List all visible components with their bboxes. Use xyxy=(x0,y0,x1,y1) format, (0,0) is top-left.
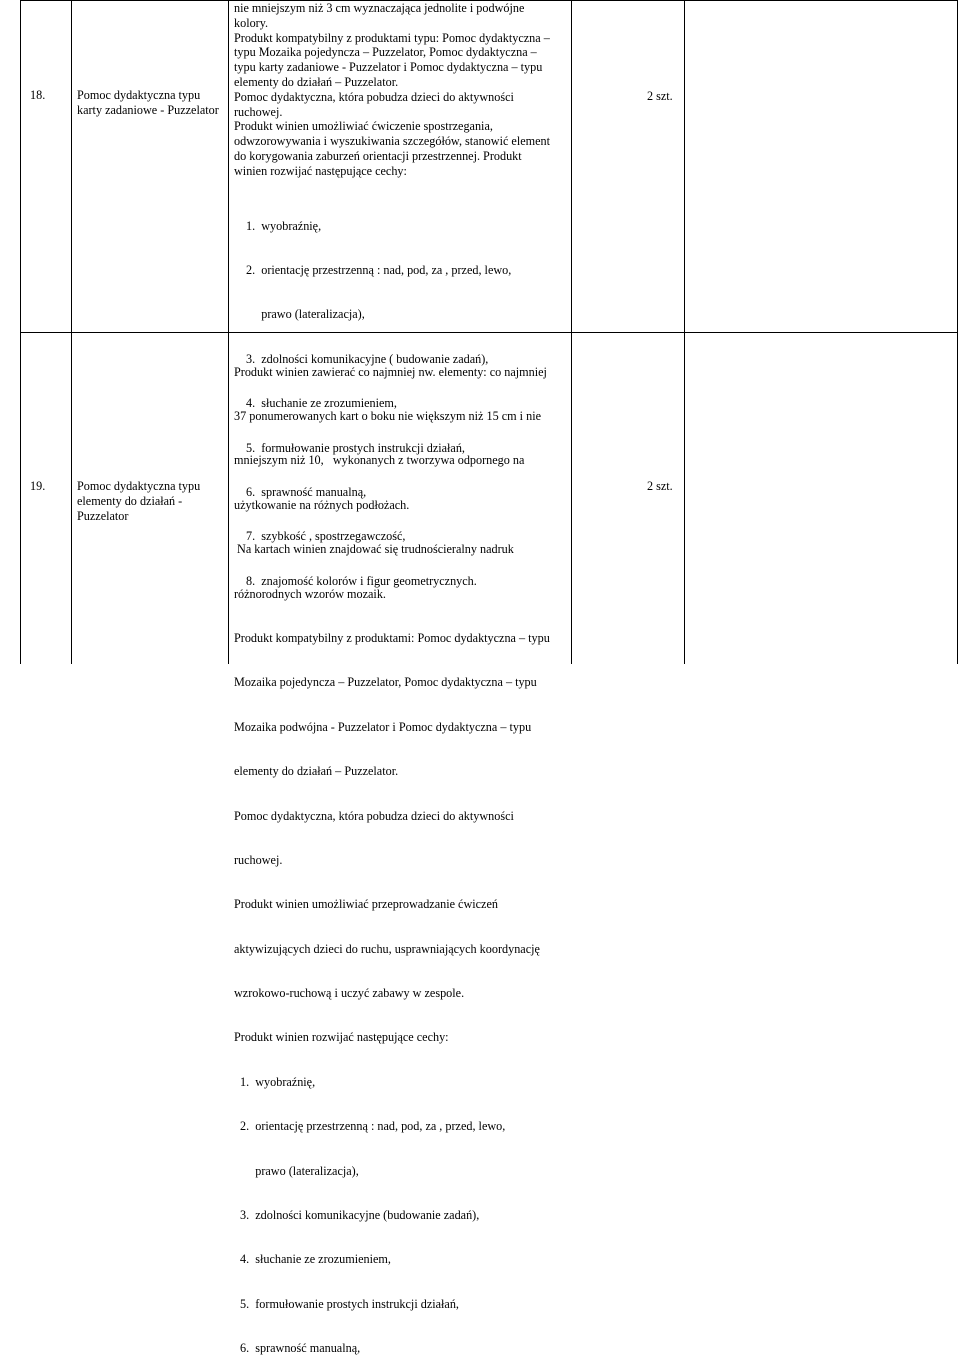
feature-item: 2. orientację przestrzenną : nad, pod, za , przed, lewo, xyxy=(240,1119,506,1134)
desc-line: użytkowanie na różnych podłożach. xyxy=(234,497,410,512)
feature-item: 1. wyobraźnię, xyxy=(246,218,322,233)
desc-line: wzrokowo-ruchową i uczyć zabawy w zespole. xyxy=(234,986,465,1001)
desc-line: winien rozwijać następujące cechy: xyxy=(234,163,407,178)
desc-line: Produkt winien zawierać co najmniej nw. elementy: co najmniej xyxy=(234,364,547,379)
desc-line: Mozaika podwójna - Puzzelator i Pomoc dydaktyczna – typu xyxy=(234,719,532,734)
row-19-name-line: Puzzelator xyxy=(77,508,129,523)
row-19-name-line: Pomoc dydaktyczna typu xyxy=(77,479,201,493)
feature-item: 4. słuchanie ze zrozumieniem, xyxy=(246,396,397,411)
desc-line: Produkt winien umożliwiać przeprowadzanie ćwiczeń xyxy=(234,897,498,912)
desc-line: aktywizujących dzieci do ruchu, usprawniających koordynację xyxy=(234,941,540,956)
desc-line: Pomoc dydaktyczna, która pobudza dzieci do aktywności xyxy=(234,808,514,823)
desc-line: do korygowania zaburzeń orientacji przestrzennej. Produkt xyxy=(234,148,522,163)
desc-line: Na kartach winien znajdować się trudnościeralny nadruk xyxy=(234,542,514,557)
desc-line: mniejszym niż 10, wykonanych z tworzywa odpornego na xyxy=(234,453,525,468)
feature-item: 6. sprawność manualną, xyxy=(240,1341,361,1356)
desc-line: kolory. xyxy=(234,15,269,30)
desc-line: Produkt kompatybilny z produktami typu: Pomoc dydaktyczna – xyxy=(234,30,550,45)
feature-item: 3. zdolności komunikacyjne (budowanie zadań), xyxy=(240,1208,480,1223)
feature-item: 5. formułowanie prostych instrukcji działań, xyxy=(246,440,465,455)
desc-line: Mozaika pojedyncza – Puzzelator, Pomoc dydaktyczna – typu xyxy=(234,675,537,690)
desc-line: Pomoc dydaktyczna, która pobudza dzieci do aktywności xyxy=(234,89,514,104)
desc-line: 37 ponumerowanych kart o boku nie większym niż 15 cm i nie xyxy=(234,408,541,423)
row-18-name-line: Pomoc dydaktyczna typu xyxy=(77,88,201,102)
feature-item: 2. orientację przestrzenną : nad, pod, za , przed, lewo, xyxy=(246,262,512,277)
feature-item: 8. znajomość kolorów i figur geometrycznych. xyxy=(246,573,477,588)
desc-line: ruchowej. xyxy=(234,104,283,119)
row-18-description xyxy=(234,1,561,179)
row-19-number: 19. xyxy=(30,479,46,493)
feature-item: 6. sprawność manualną, xyxy=(246,484,367,499)
desc-line: Produkt winien rozwijać następujące cechy: xyxy=(234,1030,449,1045)
row-18-quantity: 2 szt. xyxy=(647,89,673,103)
row-19-name-line: elementy do działań - xyxy=(77,493,183,508)
desc-line: odwzorowywania i wyszukiwania szczegółów, stanowić element xyxy=(234,134,550,149)
feature-item: 3. zdolności komunikacyjne ( budowanie zadań), xyxy=(246,351,489,366)
desc-line: elementy do działań – Puzzelator. xyxy=(234,764,399,779)
row-19-product-name xyxy=(77,479,200,523)
desc-line: typu karty zadaniowe - Puzzelator i Pomoc dydaktyczna – typu xyxy=(234,60,543,75)
feature-item: 4. słuchanie ze zrozumieniem, xyxy=(240,1252,391,1267)
row-18-product-name xyxy=(77,88,219,118)
row-18-name-line: karty zadaniowe - Puzzelator xyxy=(77,102,219,117)
desc-line: Produkt kompatybilny z produktami: Pomoc dydaktyczna – typu xyxy=(234,630,550,645)
desc-line: różnorodnych wzorów mozaik. xyxy=(234,586,386,601)
feature-item: 7. szybkość , spostrzegawczość, xyxy=(246,529,406,544)
desc-line: typu Mozaika pojedyncza – Puzzelator, Pomoc dydaktyczna – xyxy=(234,45,537,60)
feature-item: 1. wyobraźnię, xyxy=(240,1074,316,1089)
desc-line: ruchowej. xyxy=(234,852,283,867)
desc-line: nie mniejszym niż 3 cm wyznaczająca jednolite i podwójne xyxy=(234,1,525,15)
row-19-description xyxy=(234,335,550,1371)
row-19-quantity: 2 szt. xyxy=(647,479,673,493)
desc-line: elementy do działań – Puzzelator. xyxy=(234,74,399,89)
row-18-number: 18. xyxy=(30,88,46,102)
feature-item: prawo (lateralizacja), xyxy=(240,1163,359,1178)
feature-item: prawo (lateralizacja), xyxy=(246,307,365,322)
feature-item: 5. formułowanie prostych instrukcji działań, xyxy=(240,1296,459,1311)
desc-line: Produkt winien umożliwiać ćwiczenie spostrzegania, xyxy=(234,119,493,134)
